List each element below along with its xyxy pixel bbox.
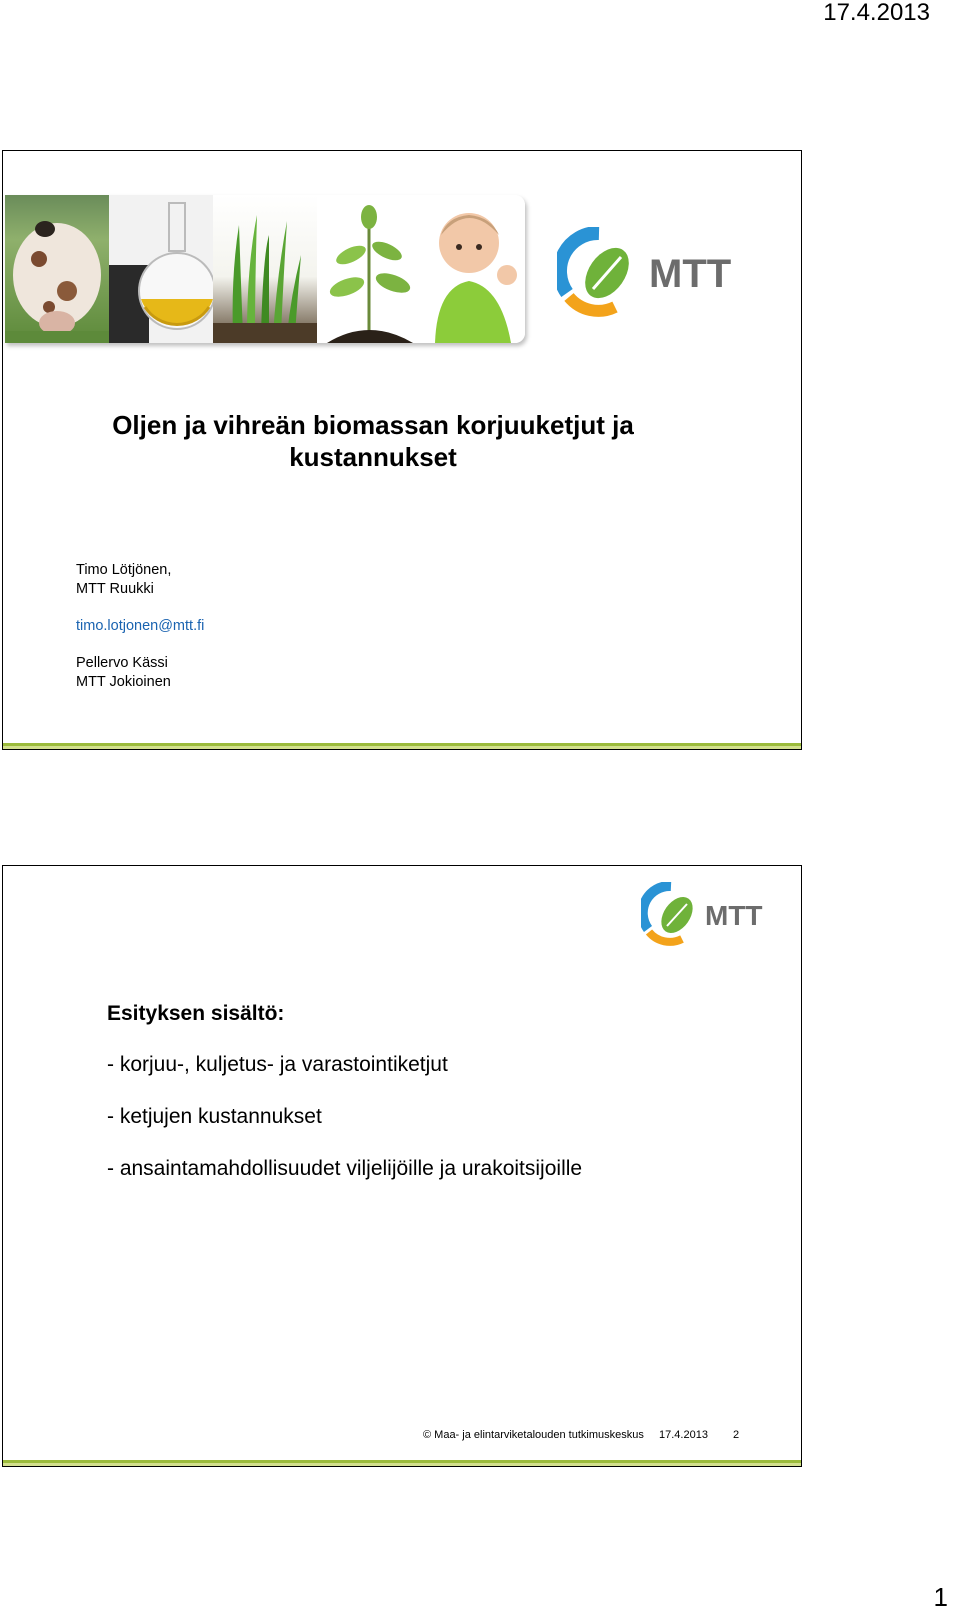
baby-photo [421, 195, 525, 343]
grass-photo [213, 195, 317, 343]
slide-2 [2, 865, 802, 1467]
slide-bottom-bar [3, 743, 801, 749]
slide-footer [423, 1429, 739, 1441]
page-date: 17.4.2013 [823, 0, 930, 26]
slide-1 [2, 150, 802, 750]
cow-photo [5, 195, 109, 343]
footer-date: 17.4.2013 [659, 1429, 708, 1441]
content-heading: Esityksen sisältö: [107, 1002, 285, 1025]
author-1-name: Timo Lötjönen, [76, 562, 172, 578]
mtt-logo [557, 227, 757, 317]
plant-photo [317, 195, 421, 343]
list-item: - korjuu-, kuljetus- ja varastointiketjut [107, 1053, 448, 1076]
logo-text: MTT [649, 252, 732, 296]
author-block [76, 561, 204, 692]
flask-photo [109, 195, 213, 343]
bullet-list [107, 1052, 582, 1208]
author-1-org: MTT Ruukki [76, 581, 154, 597]
list-item: - ansaintamahdollisuudet viljelijöille ja urakoitsijoille [107, 1157, 583, 1180]
slide-title: Oljen ja vihreän biomassan korjuuketjut ja kustannukset [112, 410, 634, 472]
footer-page-number: 2 [733, 1429, 740, 1441]
slide-bottom-bar [3, 1460, 801, 1466]
logo-text: MTT [705, 900, 763, 931]
photo-strip [5, 195, 525, 343]
page-number: 1 [933, 1582, 948, 1612]
author-1-email-link[interactable]: timo.lotjonen@mtt.fi [76, 618, 205, 634]
author-2-org: MTT Jokioinen [76, 674, 171, 690]
footer-organization: © Maa- ja elintarviketalouden tutkimuskeskus [423, 1429, 644, 1441]
mtt-logo [641, 882, 781, 946]
list-item: - ketjujen kustannukset [107, 1105, 322, 1128]
author-2-name: Pellervo Kässi [76, 655, 168, 671]
